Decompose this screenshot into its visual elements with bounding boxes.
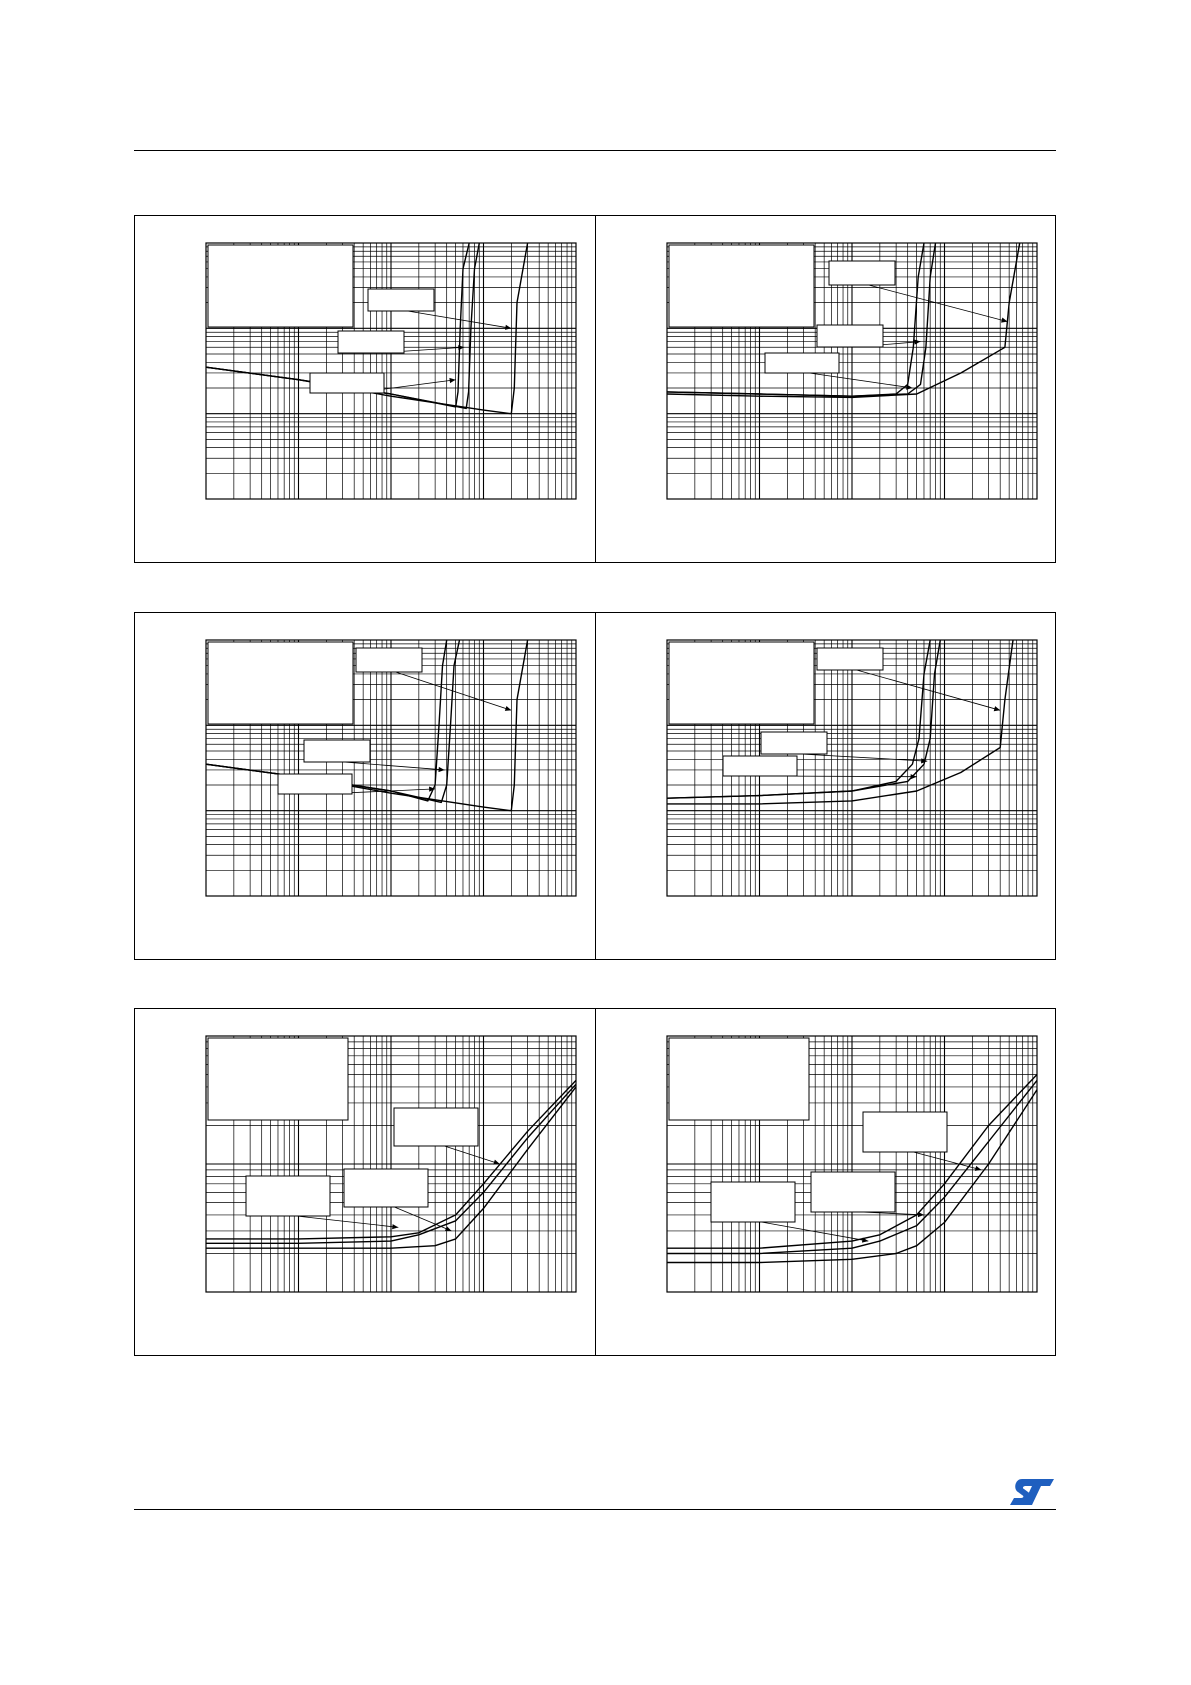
callout-box-1	[356, 648, 422, 672]
callout-arrowhead-2	[914, 339, 920, 344]
callout-leader-2	[801, 754, 928, 761]
figure-panel-4	[596, 613, 1056, 959]
callout-leader-1	[408, 311, 512, 328]
callout-box-3	[765, 353, 839, 373]
callout-box-3	[711, 1182, 795, 1222]
callout-box-3	[246, 1176, 330, 1216]
callout-box-3	[723, 756, 797, 776]
st-logo-shape	[1010, 1479, 1054, 1505]
callout-leader-3	[296, 1216, 398, 1227]
callout-box-2	[304, 740, 370, 762]
callout-arrowhead-3	[449, 378, 455, 383]
callout-leader-3	[809, 373, 912, 388]
figure-panel-2	[596, 216, 1056, 562]
chart-2	[596, 216, 1056, 562]
callout-box-2	[761, 732, 827, 754]
callout-arrowhead-1	[493, 1160, 500, 1165]
callout-leader-1	[857, 670, 1001, 710]
plot-area	[667, 243, 1037, 499]
header-rule	[134, 150, 1056, 151]
callout-box-1	[829, 261, 895, 285]
callout-box-2	[344, 1169, 428, 1207]
callout-leader-1	[869, 285, 1008, 322]
callout-box-3	[278, 774, 352, 794]
figure-panel-3	[135, 613, 595, 959]
callout-box-2	[817, 325, 883, 347]
plot-area	[667, 640, 1037, 896]
callout-arrowhead-1	[505, 325, 511, 330]
plot-area	[206, 1036, 576, 1292]
callout-box-2	[811, 1172, 895, 1212]
callout-arrowhead-2	[918, 1212, 924, 1217]
plot-area	[206, 243, 576, 499]
callout-leader-1	[913, 1152, 981, 1170]
callout-arrowhead-1	[994, 706, 1000, 711]
callout-box-1	[368, 289, 434, 311]
chart-4	[596, 613, 1056, 959]
figure-row-3	[134, 1008, 1056, 1356]
callout-box-3	[310, 373, 384, 393]
legend-box	[208, 1038, 348, 1120]
callout-arrowhead-2	[438, 767, 444, 772]
callout-box-1	[394, 1108, 478, 1146]
legend-box	[669, 642, 814, 724]
legend-box	[669, 245, 814, 327]
chart-6	[596, 1009, 1056, 1355]
figure-panel-1	[135, 216, 595, 562]
callout-leader-2	[344, 762, 445, 770]
plot-area	[206, 640, 576, 896]
figure-row-1	[134, 215, 1056, 563]
footer-rule	[134, 1509, 1056, 1510]
figure-panel-6	[596, 1009, 1056, 1355]
callout-leader-1	[444, 1146, 499, 1164]
chart-3	[135, 613, 595, 959]
figure-panel-5	[135, 1009, 595, 1355]
legend-box	[669, 1038, 809, 1120]
plot-area	[667, 1036, 1037, 1292]
callout-arrowhead-1	[505, 706, 512, 711]
callout-arrowhead-1	[1001, 318, 1007, 323]
figure-row-2	[134, 612, 1056, 960]
legend-box	[208, 245, 353, 327]
callout-arrowhead-3	[392, 1224, 398, 1229]
st-logo-icon	[1008, 1477, 1056, 1507]
chart-1	[135, 216, 595, 562]
callout-box-2	[338, 331, 404, 353]
callout-leader-2	[394, 1207, 451, 1231]
callout-arrowhead-3	[906, 385, 912, 390]
callout-box-1	[817, 648, 883, 670]
callout-arrowhead-2	[458, 345, 464, 350]
callout-box-1	[863, 1112, 947, 1152]
chart-5	[135, 1009, 595, 1355]
legend-box	[208, 642, 353, 724]
